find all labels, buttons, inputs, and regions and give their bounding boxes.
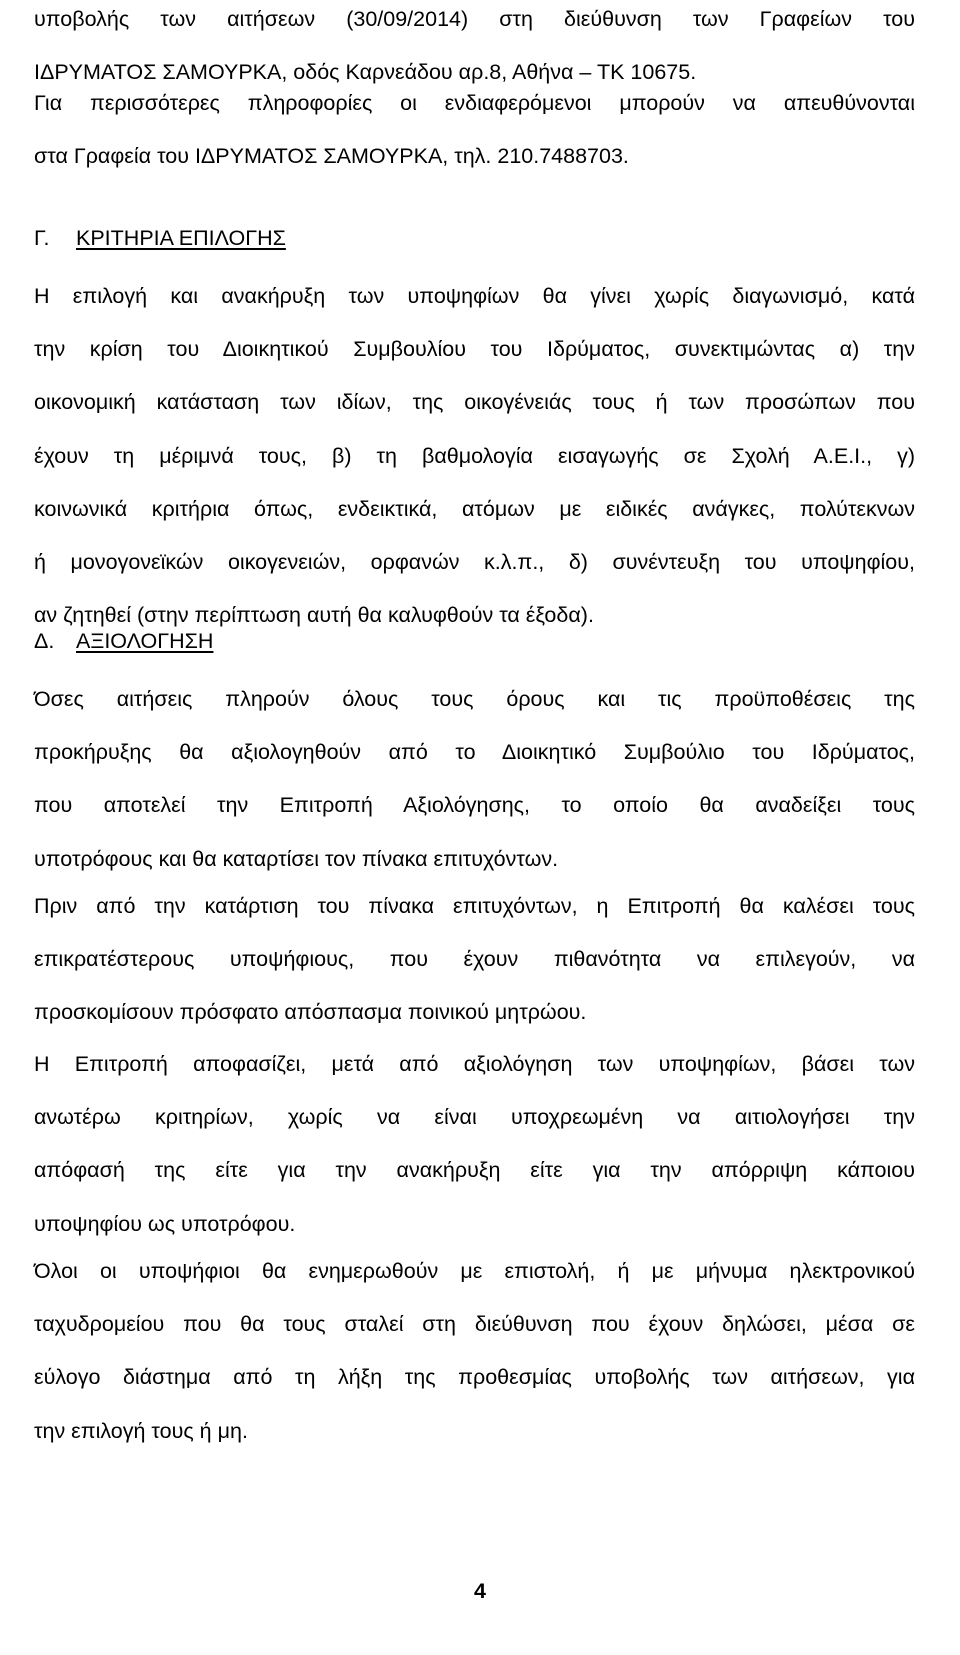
text-line: στα Γραφεία του ΙΔΡΥΜΑΤΟΣ ΣΑΜΟΥΡΚΑ, τηλ. 210.7488703.	[34, 144, 629, 169]
page-number: 4	[474, 1579, 486, 1603]
text-line: υποψηφίου ως υποτρόφου.	[34, 1211, 296, 1236]
text-line: απόφασή της είτε για την ανακήρυξη είτε για την απόρριψη κάποιου	[34, 1158, 915, 1183]
text-line: έχουν τη μέριμνά τους, β) τη βαθμολογία εισαγωγής σε Σχολή Α.Ε.Ι., γ)	[34, 443, 915, 468]
text-line: Για περισσότερες πληροφορίες οι ενδιαφερόμενοι μπορούν να απευθύνονται	[34, 91, 915, 115]
section-d-paragraph-2	[34, 880, 915, 1040]
text-line: προκήρυξης θα αξιολογηθούν από το Διοικητικό Συμβούλιο του Ιδρύματος,	[34, 740, 915, 765]
text-line: Όσες αιτήσεις πληρούν όλους τους όρους και τις προϋποθέσεις της	[34, 687, 915, 711]
text-line: Η Επιτροπή αποφασίζει, μετά από αξιολόγηση των υποψηφίων, βάσει των	[34, 1052, 915, 1076]
text-line: Η επιλογή και ανακήρυξη των υποψηφίων θα γίνει χωρίς διαγωνισμό, κατά	[34, 284, 915, 308]
text-line: Όλοι οι υποψήφιοι θα ενημερωθούν με επιστολή, ή με μήνυμα ηλεκτρονικού	[34, 1259, 915, 1283]
section-d-paragraph-4	[34, 1245, 915, 1458]
text-line: προσκομίσουν πρόσφατο απόσπασμα ποινικού μητρώου.	[34, 1000, 587, 1025]
text-line: Πριν από την κατάρτιση του πίνακα επιτυχόντων, η Επιτροπή θα καλέσει τους	[34, 894, 915, 918]
text-line: κοινωνικά κριτήρια όπως, ενδεικτικά, ατόμων με ειδικές ανάγκες, πολύτεκνων	[34, 496, 915, 521]
section-d-paragraph-1	[34, 673, 915, 886]
section-g-letter: Γ.	[34, 226, 50, 250]
text-line: εύλογο διάστημα από τη λήξη της προθεσμίας υποβολής των αιτήσεων, για	[34, 1365, 915, 1390]
text-line: την κρίση του Διοικητικού Συμβουλίου του Ιδρύματος, συνεκτιμώντας α) την	[34, 337, 915, 362]
section-d-paragraph-3	[34, 1038, 915, 1251]
text-line: ανωτέρω κριτηρίων, χωρίς να είναι υποχρεωμένη να αιτιολογήσει την	[34, 1105, 915, 1130]
text-line: οικονομική κατάσταση των ιδίων, της οικογένειάς τους ή των προσώπων που	[34, 390, 915, 415]
section-d-heading	[34, 615, 213, 668]
section-g-title: ΚΡΙΤΗΡΙΑ ΕΠΙΛΟΓΗΣ	[76, 226, 286, 250]
text-line: αν ζητηθεί (στην περίπτωση αυτή θα καλυφθούν τα έξοδα).	[34, 603, 594, 628]
text-line: υποτρόφους και θα καταρτίσει τον πίνακα επιτυχόντων.	[34, 846, 559, 871]
section-g-paragraph	[34, 270, 915, 642]
text-line: την επιλογή τους ή μη.	[34, 1418, 248, 1443]
text-line: ταχυδρομείου που θα τους σταλεί στη διεύθυνση που έχουν δηλώσει, μέσα σε	[34, 1312, 915, 1337]
text-line: υποβολής των αιτήσεων (30/09/2014) στη διεύθυνση των Γραφείων του	[34, 7, 915, 31]
section-d-letter: Δ.	[34, 629, 55, 653]
text-line: ΙΔΡΥΜΑΤΟΣ ΣΑΜΟΥΡΚΑ, οδός Καρνεάδου αρ.8, Αθήνα – ΤΚ 10675.	[34, 60, 697, 85]
text-line: ή μονογονεϊκών οικογενειών, ορφανών κ.λ.π., δ) συνέντευξη του υποψηφίου,	[34, 550, 915, 575]
section-g-heading	[34, 212, 286, 265]
intro-paragraph-2	[34, 77, 915, 183]
text-line: που αποτελεί την Επιτροπή Αξιολόγησης, το οποίο θα αναδείξει τους	[34, 793, 915, 818]
text-line: επικρατέστερους υποψήφιους, που έχουν πιθανότητα να επιλεγούν, να	[34, 947, 915, 972]
section-d-title: ΑΞΙΟΛΟΓΗΣΗ	[76, 629, 214, 653]
